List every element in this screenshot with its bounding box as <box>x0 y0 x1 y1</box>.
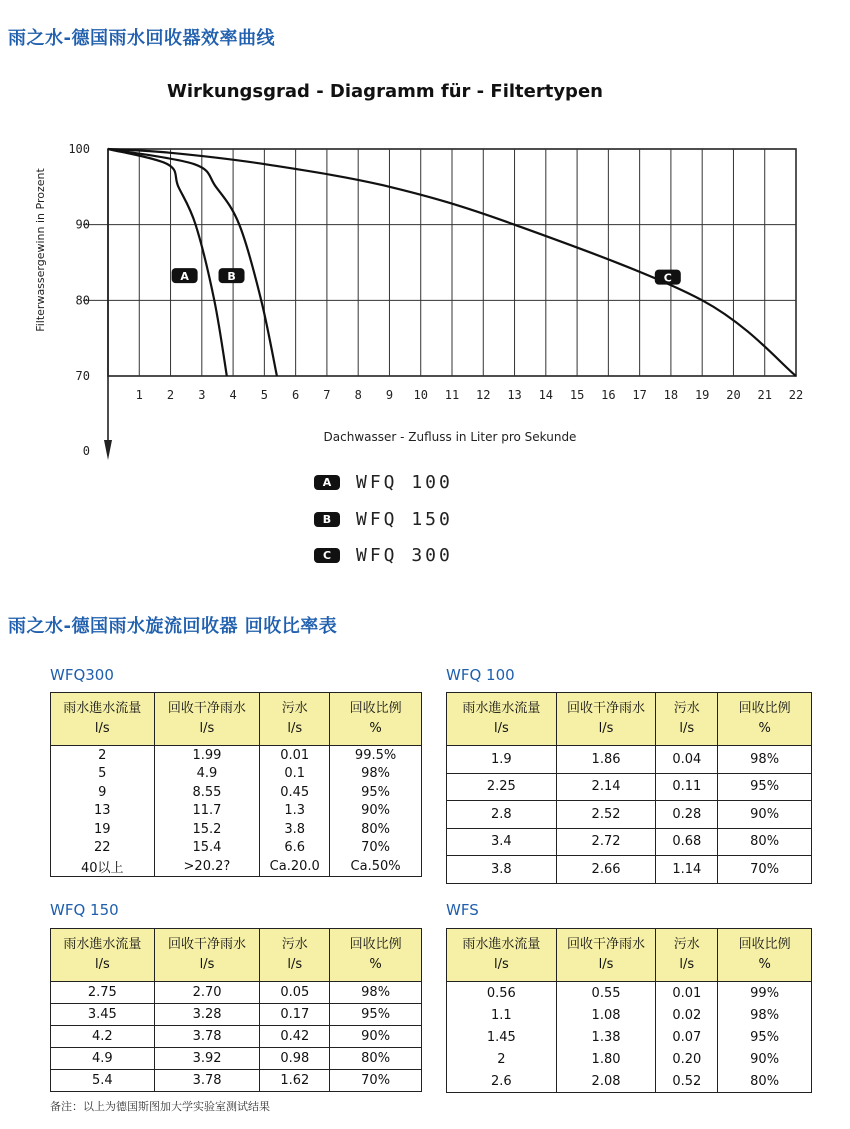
column-header-label: 回收干净雨水 <box>567 937 646 952</box>
table-cell: 0.45 <box>260 783 330 802</box>
table-cell: 98% <box>330 765 422 784</box>
column-header <box>447 929 557 982</box>
table-cell: 2 <box>51 746 155 765</box>
table-cell: 4.9 <box>51 1048 155 1070</box>
table-cell: 0.20 <box>656 1048 718 1070</box>
column-header-label: 回收干净雨水 <box>167 701 246 716</box>
column-header <box>51 929 155 982</box>
y-tick-label: 70 <box>75 369 90 383</box>
legend-badge-a: A <box>314 475 340 490</box>
column-header-unit: % <box>758 957 771 972</box>
series-badge-label: B <box>227 270 236 284</box>
y-axis-label: Filterwassergewinn in Prozent <box>34 168 47 332</box>
table-cell: 1.80 <box>556 1048 656 1070</box>
table-cell: 3.92 <box>154 1048 260 1070</box>
table-row <box>51 982 422 1004</box>
table-wfq100 <box>446 692 812 884</box>
column-header-unit: l/s <box>199 957 215 972</box>
x-tick-label: 2 <box>166 388 175 402</box>
column-header-unit: l/s <box>679 721 695 736</box>
table-cell: 0.28 <box>656 801 718 829</box>
table-cell: 15.2 <box>154 820 260 839</box>
column-header-unit: l/s <box>94 721 110 736</box>
x-tick-label: 18 <box>663 388 679 402</box>
x-tick-label: 17 <box>632 388 647 402</box>
column-header <box>154 693 260 746</box>
table-cell: 90% <box>330 802 422 821</box>
table-cell: 2.52 <box>556 801 656 829</box>
table-row <box>51 1070 422 1092</box>
table-cell: 80% <box>718 1070 812 1093</box>
table-cell: 1.38 <box>556 1026 656 1048</box>
section-title-tables: 雨之水-德国雨水旋流回收器 回收比率表 <box>8 616 338 637</box>
table-cell: 2 <box>447 1048 557 1070</box>
table-cell: 0.42 <box>260 1026 330 1048</box>
column-header <box>556 693 656 746</box>
column-header-unit: l/s <box>598 721 614 736</box>
column-header-label: 污水 <box>281 701 308 716</box>
table-cell: 98% <box>718 1004 812 1026</box>
column-header-unit: l/s <box>287 957 303 972</box>
table-cell: 0.68 <box>656 828 718 856</box>
table-cell: 2.25 <box>447 773 557 801</box>
legend-label-c: WFQ 300 <box>356 545 453 566</box>
table-cell: 4.9 <box>154 765 260 784</box>
table-cell: Ca.50% <box>330 857 422 877</box>
table-row <box>51 783 422 802</box>
column-header-label: 回收干净雨水 <box>168 937 247 952</box>
table-cell: 3.45 <box>51 1004 155 1026</box>
chart-title: Wirkungsgrad - Diagramm für - Filtertypen <box>167 81 603 102</box>
table-row <box>51 1026 422 1048</box>
table-cell: 70% <box>718 856 812 884</box>
column-header <box>556 929 656 982</box>
table-cell: 3.8 <box>260 820 330 839</box>
column-header <box>656 693 718 746</box>
table-cell: 4.2 <box>51 1026 155 1048</box>
x-tick-label: 7 <box>323 388 331 402</box>
table-cell: 3.78 <box>154 1070 260 1092</box>
series-badge-label: A <box>180 270 189 284</box>
table-row <box>51 802 422 821</box>
x-tick-label: 6 <box>292 388 300 402</box>
x-axis-label: Dachwasser - Zufluss in Liter pro Sekunde <box>323 430 577 444</box>
page-title: 雨之水-德国雨水回收器效率曲线 <box>8 28 275 49</box>
table-caption-wfq150: WFQ 150 <box>50 901 119 919</box>
table-row <box>51 746 422 765</box>
table-row <box>447 856 812 884</box>
table-cell: 2.14 <box>556 773 656 801</box>
x-tick-label: 8 <box>354 388 362 402</box>
table-row <box>51 1004 422 1026</box>
table-row <box>447 1004 812 1026</box>
legend-label-b: WFQ 150 <box>356 509 453 530</box>
column-header <box>154 929 260 982</box>
column-header-label: 回收比例 <box>738 937 791 952</box>
table-cell: 0.11 <box>656 773 718 801</box>
legend-label-a: WFQ 100 <box>356 472 453 493</box>
series-line-a <box>108 149 227 376</box>
table-row <box>51 765 422 784</box>
column-header <box>260 929 330 982</box>
table-cell: 5 <box>51 765 155 784</box>
table-row <box>447 746 812 774</box>
table-row <box>447 982 812 1005</box>
column-header-unit: l/s <box>679 957 695 972</box>
column-header <box>260 693 330 746</box>
table-cell: 0.01 <box>656 982 718 1005</box>
table-cell: 1.08 <box>556 1004 656 1026</box>
table-cell: 1.99 <box>154 746 260 765</box>
table-row <box>447 1070 812 1093</box>
y-tick-label: 0 <box>82 444 90 458</box>
table-cell: 70% <box>330 1070 422 1092</box>
table-cell: 1.45 <box>447 1026 557 1048</box>
x-tick-label: 11 <box>444 388 460 402</box>
column-header <box>330 693 422 746</box>
column-header <box>718 929 812 982</box>
table-row <box>447 801 812 829</box>
table-cell: 0.05 <box>260 982 330 1004</box>
table-caption-wfs: WFS <box>446 901 479 919</box>
table-caption-wfq100: WFQ 100 <box>446 666 515 684</box>
efficiency-chart <box>0 60 850 520</box>
table-cell: 90% <box>330 1026 422 1048</box>
table-cell: 2.8 <box>447 801 557 829</box>
legend-item-c <box>314 545 453 566</box>
table-cell: 70% <box>330 839 422 858</box>
table-cell: 1.9 <box>447 746 557 774</box>
column-header-label: 污水 <box>673 937 700 952</box>
table-cell: >20.2? <box>154 857 260 877</box>
column-header-unit: % <box>369 721 382 736</box>
table-cell: 13 <box>51 802 155 821</box>
table-cell: 2.66 <box>556 856 656 884</box>
column-header-unit: l/s <box>94 957 110 972</box>
table-cell: 2.72 <box>556 828 656 856</box>
column-header-label: 雨水進水流量 <box>462 701 541 716</box>
table-wfq300 <box>50 692 422 877</box>
x-tick-label: 14 <box>538 388 554 402</box>
series-badge-label: C <box>663 271 672 285</box>
y-tick-label: 80 <box>75 293 90 308</box>
table-cell: 98% <box>718 746 812 774</box>
legend-badge-b: B <box>314 512 340 527</box>
table-cell: 3.78 <box>154 1026 260 1048</box>
table-cell: 19 <box>51 820 155 839</box>
x-tick-label: 13 <box>507 388 522 402</box>
table-cell: 0.1 <box>260 765 330 784</box>
table-cell: 3.28 <box>154 1004 260 1026</box>
table-cell: 95% <box>718 1026 812 1048</box>
table-row <box>447 1048 812 1070</box>
table-row <box>51 857 422 877</box>
column-header-unit: l/s <box>199 721 215 736</box>
table-cell: 11.7 <box>154 802 260 821</box>
table-cell: 95% <box>330 1004 422 1026</box>
table-cell: 0.01 <box>260 746 330 765</box>
column-header-label: 回收比例 <box>349 701 402 716</box>
table-cell: 0.55 <box>556 982 656 1005</box>
table-cell: 9 <box>51 783 155 802</box>
table-cell: 3.4 <box>447 828 557 856</box>
column-header-label: 污水 <box>281 937 308 952</box>
column-header <box>718 693 812 746</box>
legend-item-a <box>314 472 453 493</box>
x-tick-label: 4 <box>229 388 237 402</box>
table-header-row <box>447 929 812 982</box>
table-header-row <box>51 929 422 982</box>
table-cell: 3.8 <box>447 856 557 884</box>
table-row <box>51 820 422 839</box>
y-tick-label: 100 <box>68 142 90 156</box>
x-tick-label: 1 <box>135 388 143 402</box>
table-wfs <box>446 928 812 1093</box>
x-tick-label: 19 <box>694 388 710 402</box>
y-tick-label: 90 <box>75 217 90 232</box>
table-cell: 80% <box>718 828 812 856</box>
table-cell: 0.98 <box>260 1048 330 1070</box>
column-header-label: 雨水進水流量 <box>63 937 142 952</box>
table-cell: Ca.20.0 <box>260 857 330 877</box>
legend-item-b <box>314 509 453 530</box>
column-header-unit: l/s <box>598 957 614 972</box>
table-cell: 95% <box>330 783 422 802</box>
column-header <box>447 693 557 746</box>
table-wfq150 <box>50 928 422 1092</box>
column-header-unit: l/s <box>493 721 509 736</box>
table-cell: 2.70 <box>154 982 260 1004</box>
table-row <box>447 773 812 801</box>
column-header-unit: l/s <box>493 957 509 972</box>
table-cell: 8.55 <box>154 783 260 802</box>
table-cell: 0.04 <box>656 746 718 774</box>
table-cell: 1.1 <box>447 1004 557 1026</box>
table-cell: 1.62 <box>260 1070 330 1092</box>
table-cell: 95% <box>718 773 812 801</box>
table-cell: 0.17 <box>260 1004 330 1026</box>
column-header-unit: % <box>758 721 771 736</box>
y-axis-arrow <box>104 440 112 460</box>
table-cell: 99% <box>718 982 812 1005</box>
column-header <box>656 929 718 982</box>
column-header <box>330 929 422 982</box>
table-caption-wfq300: WFQ300 <box>50 666 114 684</box>
x-tick-label: 15 <box>569 388 585 402</box>
table-cell: 0.02 <box>656 1004 718 1026</box>
table-cell: 0.07 <box>656 1026 718 1048</box>
x-tick-label: 16 <box>601 388 616 402</box>
x-tick-label: 3 <box>198 388 206 402</box>
table-header-row <box>51 693 422 746</box>
table-row <box>447 828 812 856</box>
table-cell: 6.6 <box>260 839 330 858</box>
table-cell: 1.3 <box>260 802 330 821</box>
column-header-label: 回收比例 <box>349 937 402 952</box>
x-tick-label: 12 <box>476 388 491 402</box>
table-row <box>51 839 422 858</box>
x-tick-label: 21 <box>757 388 772 402</box>
table-header-row <box>447 693 812 746</box>
table-cell: 22 <box>51 839 155 858</box>
column-header-unit: l/s <box>287 721 303 736</box>
x-tick-label: 10 <box>413 388 428 402</box>
table-cell: 99.5% <box>330 746 422 765</box>
column-header-label: 雨水進水流量 <box>462 937 541 952</box>
x-tick-label: 20 <box>726 388 741 402</box>
column-header-label: 污水 <box>673 701 700 716</box>
table-cell: 0.52 <box>656 1070 718 1093</box>
table-cell: 98% <box>330 982 422 1004</box>
series-line-b <box>108 149 277 376</box>
table-cell: 90% <box>718 801 812 829</box>
table-cell: 2.6 <box>447 1070 557 1093</box>
column-header-unit: % <box>369 957 382 972</box>
column-header-label: 回收干净雨水 <box>567 701 646 716</box>
table-cell: 80% <box>330 820 422 839</box>
table-cell: 2.08 <box>556 1070 656 1093</box>
table-row <box>447 1026 812 1048</box>
table-cell: 1.14 <box>656 856 718 884</box>
x-tick-label: 22 <box>788 388 804 402</box>
table-cell: 90% <box>718 1048 812 1070</box>
column-header <box>51 693 155 746</box>
table-cell: 5.4 <box>51 1070 155 1092</box>
table-cell: 80% <box>330 1048 422 1070</box>
column-header-label: 雨水進水流量 <box>63 701 142 716</box>
legend-badge-c: C <box>314 548 340 563</box>
table-cell: 1.86 <box>556 746 656 774</box>
x-tick-label: 5 <box>260 388 268 402</box>
table-cell: 40以上 <box>51 857 155 877</box>
x-tick-label: 9 <box>385 388 394 402</box>
footnote: 备注：以上为德国斯图加大学实验室测试结果 <box>50 1100 270 1113</box>
table-cell: 15.4 <box>154 839 260 858</box>
table-cell: 0.56 <box>447 982 557 1005</box>
table-cell: 2.75 <box>51 982 155 1004</box>
table-row <box>51 1048 422 1070</box>
column-header-label: 回收比例 <box>738 701 791 716</box>
